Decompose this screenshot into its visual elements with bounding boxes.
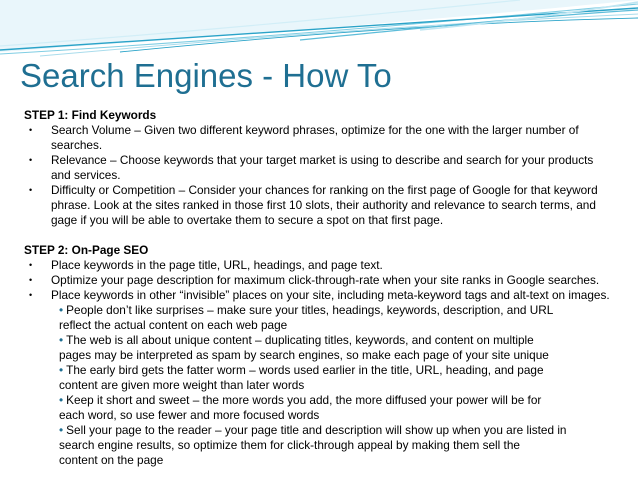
bullet-item	[24, 183, 614, 228]
sub-bullet-continuation: reflect the actual content on each web page	[59, 318, 288, 332]
bullet-icon: •	[29, 155, 33, 165]
section-spacer	[24, 228, 614, 243]
bullet-item	[24, 273, 614, 288]
sub-bullet-text: The web is all about unique content – duplicating titles, keywords, and content on multiple	[66, 333, 534, 347]
sub-bullet-item	[59, 363, 614, 393]
sub-bullet-item	[59, 333, 614, 363]
sub-bullet-continuation: search engine results, so optimize them for click-through appeal by making them sell the	[59, 438, 520, 452]
sub-bullet-item	[59, 423, 614, 468]
bullet-text: Search Volume – Given two different keyword phrases, optimize for the one with the larger number of searches.	[51, 123, 579, 152]
step-1-heading: STEP 1: Find Keywords	[24, 108, 157, 122]
sub-bullet-continuation: content are given more weight than later words	[59, 378, 305, 392]
bullet-icon: •	[29, 125, 33, 135]
bullet-icon: •	[29, 290, 33, 300]
bullet-text: Place keywords in other “invisible” places on your site, including meta-keyword tags and alt-text on images.	[51, 288, 610, 302]
sub-bullet-icon: •	[59, 333, 64, 347]
bullet-item	[24, 288, 614, 303]
slide-title: Search Engines - How To	[20, 57, 392, 94]
bullet-icon: •	[29, 185, 33, 195]
slide-body	[24, 108, 614, 468]
sub-bullet-item	[59, 393, 614, 423]
sub-bullet-continuation: content on the page	[59, 453, 164, 467]
sub-bullet-item	[59, 303, 614, 333]
bullet-text: Relevance – Choose keywords that your target market is using to describe and search for your products and services.	[51, 153, 594, 182]
sub-bullet-continuation: each word, so use fewer and more focused words	[59, 408, 320, 422]
sub-bullet-icon: •	[59, 303, 64, 317]
sub-bullet-icon: •	[59, 393, 64, 407]
bullet-item	[24, 123, 614, 153]
bullet-item	[24, 258, 614, 273]
bullet-text: Difficulty or Competition – Consider your chances for ranking on the first page of Google for that keyword phrase. Look at the sites ranked in those first 10 slots, their authority and relevance to search terms, and gage if you will be able to overtake them to secure a spot on that first page.	[51, 183, 598, 227]
sub-bullet-icon: •	[59, 423, 64, 437]
bullet-text: Place keywords in the page title, URL, headings, and page text.	[51, 258, 383, 272]
sub-bullet-continuation: pages may be interpreted as spam by search engines, so make each page of your site unique	[59, 348, 549, 362]
sub-bullet-text: People don’t like surprises – make sure your titles, headings, keywords, description, and URL	[66, 303, 554, 317]
bullet-icon: •	[29, 275, 33, 285]
bullet-icon: •	[29, 260, 33, 270]
bullet-text: Optimize your page description for maximum click-through-rate when your site ranks in Google searches.	[51, 273, 600, 287]
sub-bullet-text: The early bird gets the fatter worm – words used earlier in the title, URL, heading, and page	[66, 363, 544, 377]
sub-bullet-icon: •	[59, 363, 64, 377]
sub-bullet-text: Keep it short and sweet – the more words you add, the more diffused your power will be for	[66, 393, 542, 407]
bullet-item	[24, 153, 614, 183]
step-2-heading: STEP 2: On-Page SEO	[24, 243, 149, 257]
sub-bullet-list	[24, 303, 614, 468]
sub-bullet-text: Sell your page to the reader – your page title and description will show up when you are listed in	[66, 423, 567, 437]
